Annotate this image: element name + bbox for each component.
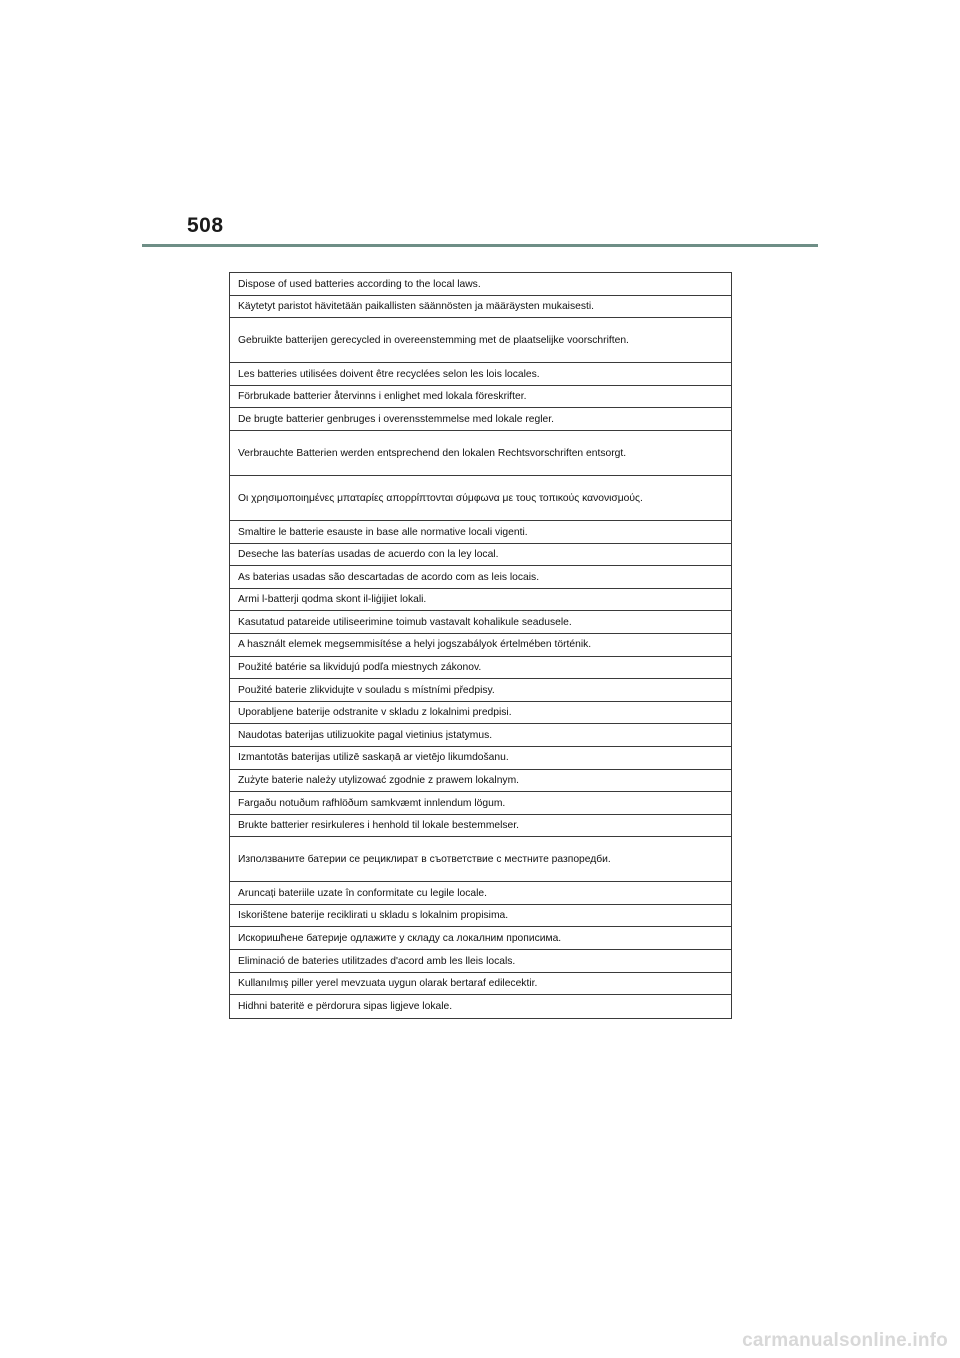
notice-row-sk: Použité batérie sa likvidujú podľa miestnych zákonov. (230, 657, 731, 680)
battery-disposal-notice-table (229, 272, 732, 1019)
notice-row-et: Kasutatud patareide utiliseerimine toimub vastavalt kohalikule seadusele. (230, 611, 731, 634)
notice-row-da: De brugte batterier genbruges i overensstemmelse med lokale regler. (230, 408, 731, 431)
notice-row-hr: Iskorištene baterije reciklirati u skladu s lokalnim propisima. (230, 905, 731, 928)
notice-row-ro: Aruncați bateriile uzate în conformitate cu legile locale. (230, 882, 731, 905)
notice-row-it: Smaltire le batterie esauste in base alle normative locali vigenti. (230, 521, 731, 544)
notice-row-hu: A használt elemek megsemmisítése a helyi jogszabályok értelmében történik. (230, 634, 731, 657)
notice-row-pl: Zużyte baterie należy utylizować zgodnie z prawem lokalnym. (230, 770, 731, 793)
notice-row-lv: Izmantotās baterijas utilizē saskaņā ar vietējo likumdošanu. (230, 747, 731, 770)
notice-row-de: Verbrauchte Batterien werden entsprechend den lokalen Rechtsvorschriften entsorgt. (230, 431, 731, 476)
notice-row-no: Brukte batterier resirkuleres i henhold til lokale bestemmelser. (230, 815, 731, 838)
notice-row-is: Fargaðu notuðum rafhlöðum samkvæmt innlendum lögum. (230, 792, 731, 815)
notice-row-fr: Les batteries utilisées doivent être recyclées selon les lois locales. (230, 363, 731, 386)
notice-row-sq: Hidhni bateritë e përdorura sipas ligjeve lokale. (238, 1001, 453, 1013)
notice-row-tr: Kullanılmış piller yerel mevzuata uygun olarak bertaraf edilecektir. (230, 973, 731, 996)
notice-row-ca: Eliminació de bateries utilitzades d'acord amb les lleis locals. (230, 950, 731, 973)
notice-row-sl: Uporabljene baterije odstranite v skladu z lokalnimi predpisi. (230, 702, 731, 725)
notice-row-cs: Použité baterie zlikvidujte v souladu s místními předpisy. (230, 679, 731, 702)
notice-row-el: Οι χρησιμοποιημένες μπαταρίες απορρίπτονται σύμφωνα με τους τοπικούς κανονισμούς. (230, 476, 731, 521)
notice-row-bg: Използваните батерии се рециклират в съответствие с местните разпоредби. (230, 837, 731, 882)
notice-row-pt: As baterias usadas são descartadas de acordo com as leis locais. (230, 566, 731, 589)
notice-row-nl: Gebruikte batterijen gerecycled in overeenstemming met de plaatselijke voorschriften. (230, 318, 731, 363)
notice-row-sr: Искоришћене батерије одлажите у складу са локалним прописима. (230, 927, 731, 950)
watermark: carmanualsonline.info (742, 1330, 948, 1351)
notice-row-en: Dispose of used batteries according to the local laws. (230, 273, 731, 296)
notice-row-lt: Naudotas baterijas utilizuokite pagal vietinius įstatymus. (230, 724, 731, 747)
notice-row-es: Deseche las baterías usadas de acuerdo con la ley local. (230, 544, 731, 567)
page-number: 508 (187, 214, 224, 237)
header-rule (142, 244, 818, 247)
notice-row-mt: Armi l-batterji qodma skont il-liġijiet lokali. (230, 589, 731, 612)
notice-row-sv: Förbrukade batterier återvinns i enlighet med lokala föreskrifter. (230, 386, 731, 409)
notice-row-fi: Käytetyt paristot hävitetään paikallisten säännösten ja määräysten mukaisesti. (230, 296, 731, 319)
